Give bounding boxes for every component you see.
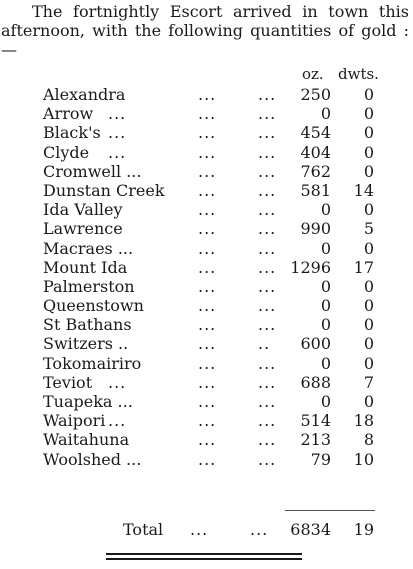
row-oz: 0: [320, 296, 331, 316]
row-dwts: 0: [363, 392, 374, 411]
table-row: [0, 104, 413, 123]
table-row: [0, 219, 413, 238]
row-leader: ...: [198, 85, 217, 104]
row-leader: ...: [198, 161, 217, 181]
row-leader: ...: [198, 257, 217, 277]
row-leader: ...: [198, 334, 217, 354]
total-label: Total: [123, 520, 164, 539]
row-dwts: 0: [363, 315, 374, 335]
table-row: [0, 200, 413, 219]
row-dwts: 18: [353, 411, 374, 431]
row-dwts: 0: [363, 353, 374, 373]
row-leader: ...: [258, 411, 277, 431]
row-dwts: 0: [363, 238, 374, 258]
row-place: Waitahuna: [43, 430, 130, 450]
row-leader: ...: [258, 353, 277, 373]
table-row: [0, 354, 413, 373]
row-dwts: 7: [363, 372, 374, 392]
total-row: [0, 520, 413, 540]
row-oz: 1296: [290, 257, 331, 277]
row-oz: 0: [320, 238, 331, 258]
row-oz: 762: [300, 161, 331, 181]
total-oz: 6834: [290, 520, 331, 539]
total-leader: ...: [190, 520, 209, 539]
row-oz: 213: [300, 430, 331, 450]
row-leader: ...: [258, 238, 277, 258]
row-leader: ...: [198, 142, 217, 162]
row-oz: 0: [320, 392, 331, 411]
row-place: St Bathans: [43, 315, 132, 335]
row-place: Clyde: [43, 142, 90, 162]
table-row: [0, 450, 413, 469]
row-oz: 600: [300, 334, 331, 354]
total-leader: ...: [250, 520, 269, 539]
row-place: Waipori: [43, 411, 106, 431]
table-row: [0, 411, 413, 430]
table-row: [0, 392, 413, 411]
row-leader: ...: [198, 276, 217, 296]
intro-paragraph: The fortnightly Escort arrived in town this afternoon, with the following quantities of gold :—: [1, 2, 409, 59]
row-leader: ...: [198, 238, 217, 258]
row-place: Tokomairiro: [43, 353, 142, 373]
row-dwts: 0: [363, 104, 374, 124]
row-leader: ...: [198, 315, 217, 335]
row-leader: ...: [108, 372, 127, 392]
row-oz: 250: [300, 85, 331, 104]
row-dwts: 0: [363, 296, 374, 316]
row-leader: ...: [258, 200, 277, 220]
row-leader: ...: [258, 276, 277, 296]
row-leader: ...: [198, 200, 217, 220]
total-dwts: 19: [353, 520, 374, 539]
column-header-dwts: dwts.: [338, 65, 379, 83]
row-oz: 404: [300, 142, 331, 162]
row-leader: ...: [198, 372, 217, 392]
row-oz: 0: [320, 315, 331, 335]
row-leader: ...: [108, 411, 127, 431]
row-dwts: 14: [353, 180, 374, 200]
row-place: Dunstan Creek: [43, 180, 165, 200]
row-leader: ...: [258, 85, 277, 104]
row-dwts: 0: [363, 123, 374, 143]
row-leader: ...: [198, 123, 217, 143]
row-oz: 0: [320, 353, 331, 373]
row-place: Macraes ...: [43, 238, 134, 258]
table-row: [0, 239, 413, 258]
table-row: [0, 143, 413, 162]
row-dwts: 0: [363, 334, 374, 354]
row-leader: ...: [198, 411, 217, 431]
table-row: [0, 123, 413, 142]
gold-table: [0, 85, 413, 469]
row-oz: 0: [320, 104, 331, 124]
row-leader: ...: [108, 123, 127, 143]
row-leader: ...: [258, 142, 277, 162]
row-oz: 0: [320, 276, 331, 296]
row-place: Queenstown: [43, 296, 144, 316]
row-leader: ...: [258, 180, 277, 200]
row-place: Lawrence: [43, 219, 123, 239]
row-dwts: 10: [353, 449, 374, 469]
row-dwts: 17: [353, 257, 374, 277]
row-leader: ...: [198, 353, 217, 373]
table-row: [0, 334, 413, 353]
row-leader: ...: [258, 161, 277, 181]
row-leader: ...: [258, 257, 277, 277]
row-leader: ...: [258, 296, 277, 316]
row-oz: 79: [310, 449, 331, 469]
row-leader: ...: [258, 104, 277, 124]
row-dwts: 0: [363, 200, 374, 220]
row-leader: ...: [198, 180, 217, 200]
row-leader: ...: [198, 219, 217, 239]
row-leader: ...: [198, 449, 217, 469]
row-leader: ...: [258, 372, 277, 392]
row-place: Teviot: [43, 372, 93, 392]
row-oz: 454: [300, 123, 331, 143]
row-place: Mount Ida: [43, 257, 128, 277]
row-leader: ...: [108, 142, 127, 162]
row-place: Alexandra: [43, 85, 126, 104]
row-dwts: 8: [363, 430, 374, 450]
row-place: Arrow: [43, 104, 94, 124]
table-row: [0, 430, 413, 449]
row-oz: 990: [300, 219, 331, 239]
table-row: [0, 315, 413, 334]
row-place: Black's: [43, 123, 101, 143]
row-oz: 514: [300, 411, 331, 431]
table-row: [0, 85, 413, 104]
row-dwts: 0: [363, 142, 374, 162]
row-place: Palmerston: [43, 276, 135, 296]
row-leader: ...: [258, 123, 277, 143]
row-oz: 688: [300, 372, 331, 392]
row-leader: ...: [258, 449, 277, 469]
row-leader: ...: [258, 430, 277, 450]
row-leader: ...: [108, 104, 127, 124]
row-oz: 0: [320, 200, 331, 220]
row-leader: ...: [198, 296, 217, 316]
row-place: Switzers ..: [43, 334, 129, 354]
column-header-oz: oz.: [302, 65, 324, 83]
row-dwts: 0: [363, 276, 374, 296]
table-row: [0, 277, 413, 296]
row-place: Woolshed ...: [43, 449, 142, 469]
row-place: Ida Valley: [43, 200, 123, 220]
row-leader: ..: [258, 334, 271, 354]
sum-rule: [285, 510, 375, 511]
row-dwts: 0: [363, 85, 374, 104]
row-place: Tuapeka ...: [43, 392, 133, 411]
row-oz: 581: [300, 180, 331, 200]
row-leader: ...: [258, 392, 277, 411]
row-leader: ...: [258, 315, 277, 335]
table-row: [0, 258, 413, 277]
row-leader: ...: [198, 104, 217, 124]
row-leader: ...: [198, 430, 217, 450]
row-leader: ...: [258, 219, 277, 239]
table-row: [0, 162, 413, 181]
table-row: [0, 181, 413, 200]
row-dwts: 0: [363, 161, 374, 181]
row-leader: ...: [198, 392, 217, 411]
row-place: Cromwell ...: [43, 161, 142, 181]
table-row: [0, 296, 413, 315]
row-dwts: 5: [363, 219, 374, 239]
table-row: [0, 373, 413, 392]
double-rule: [106, 553, 302, 560]
